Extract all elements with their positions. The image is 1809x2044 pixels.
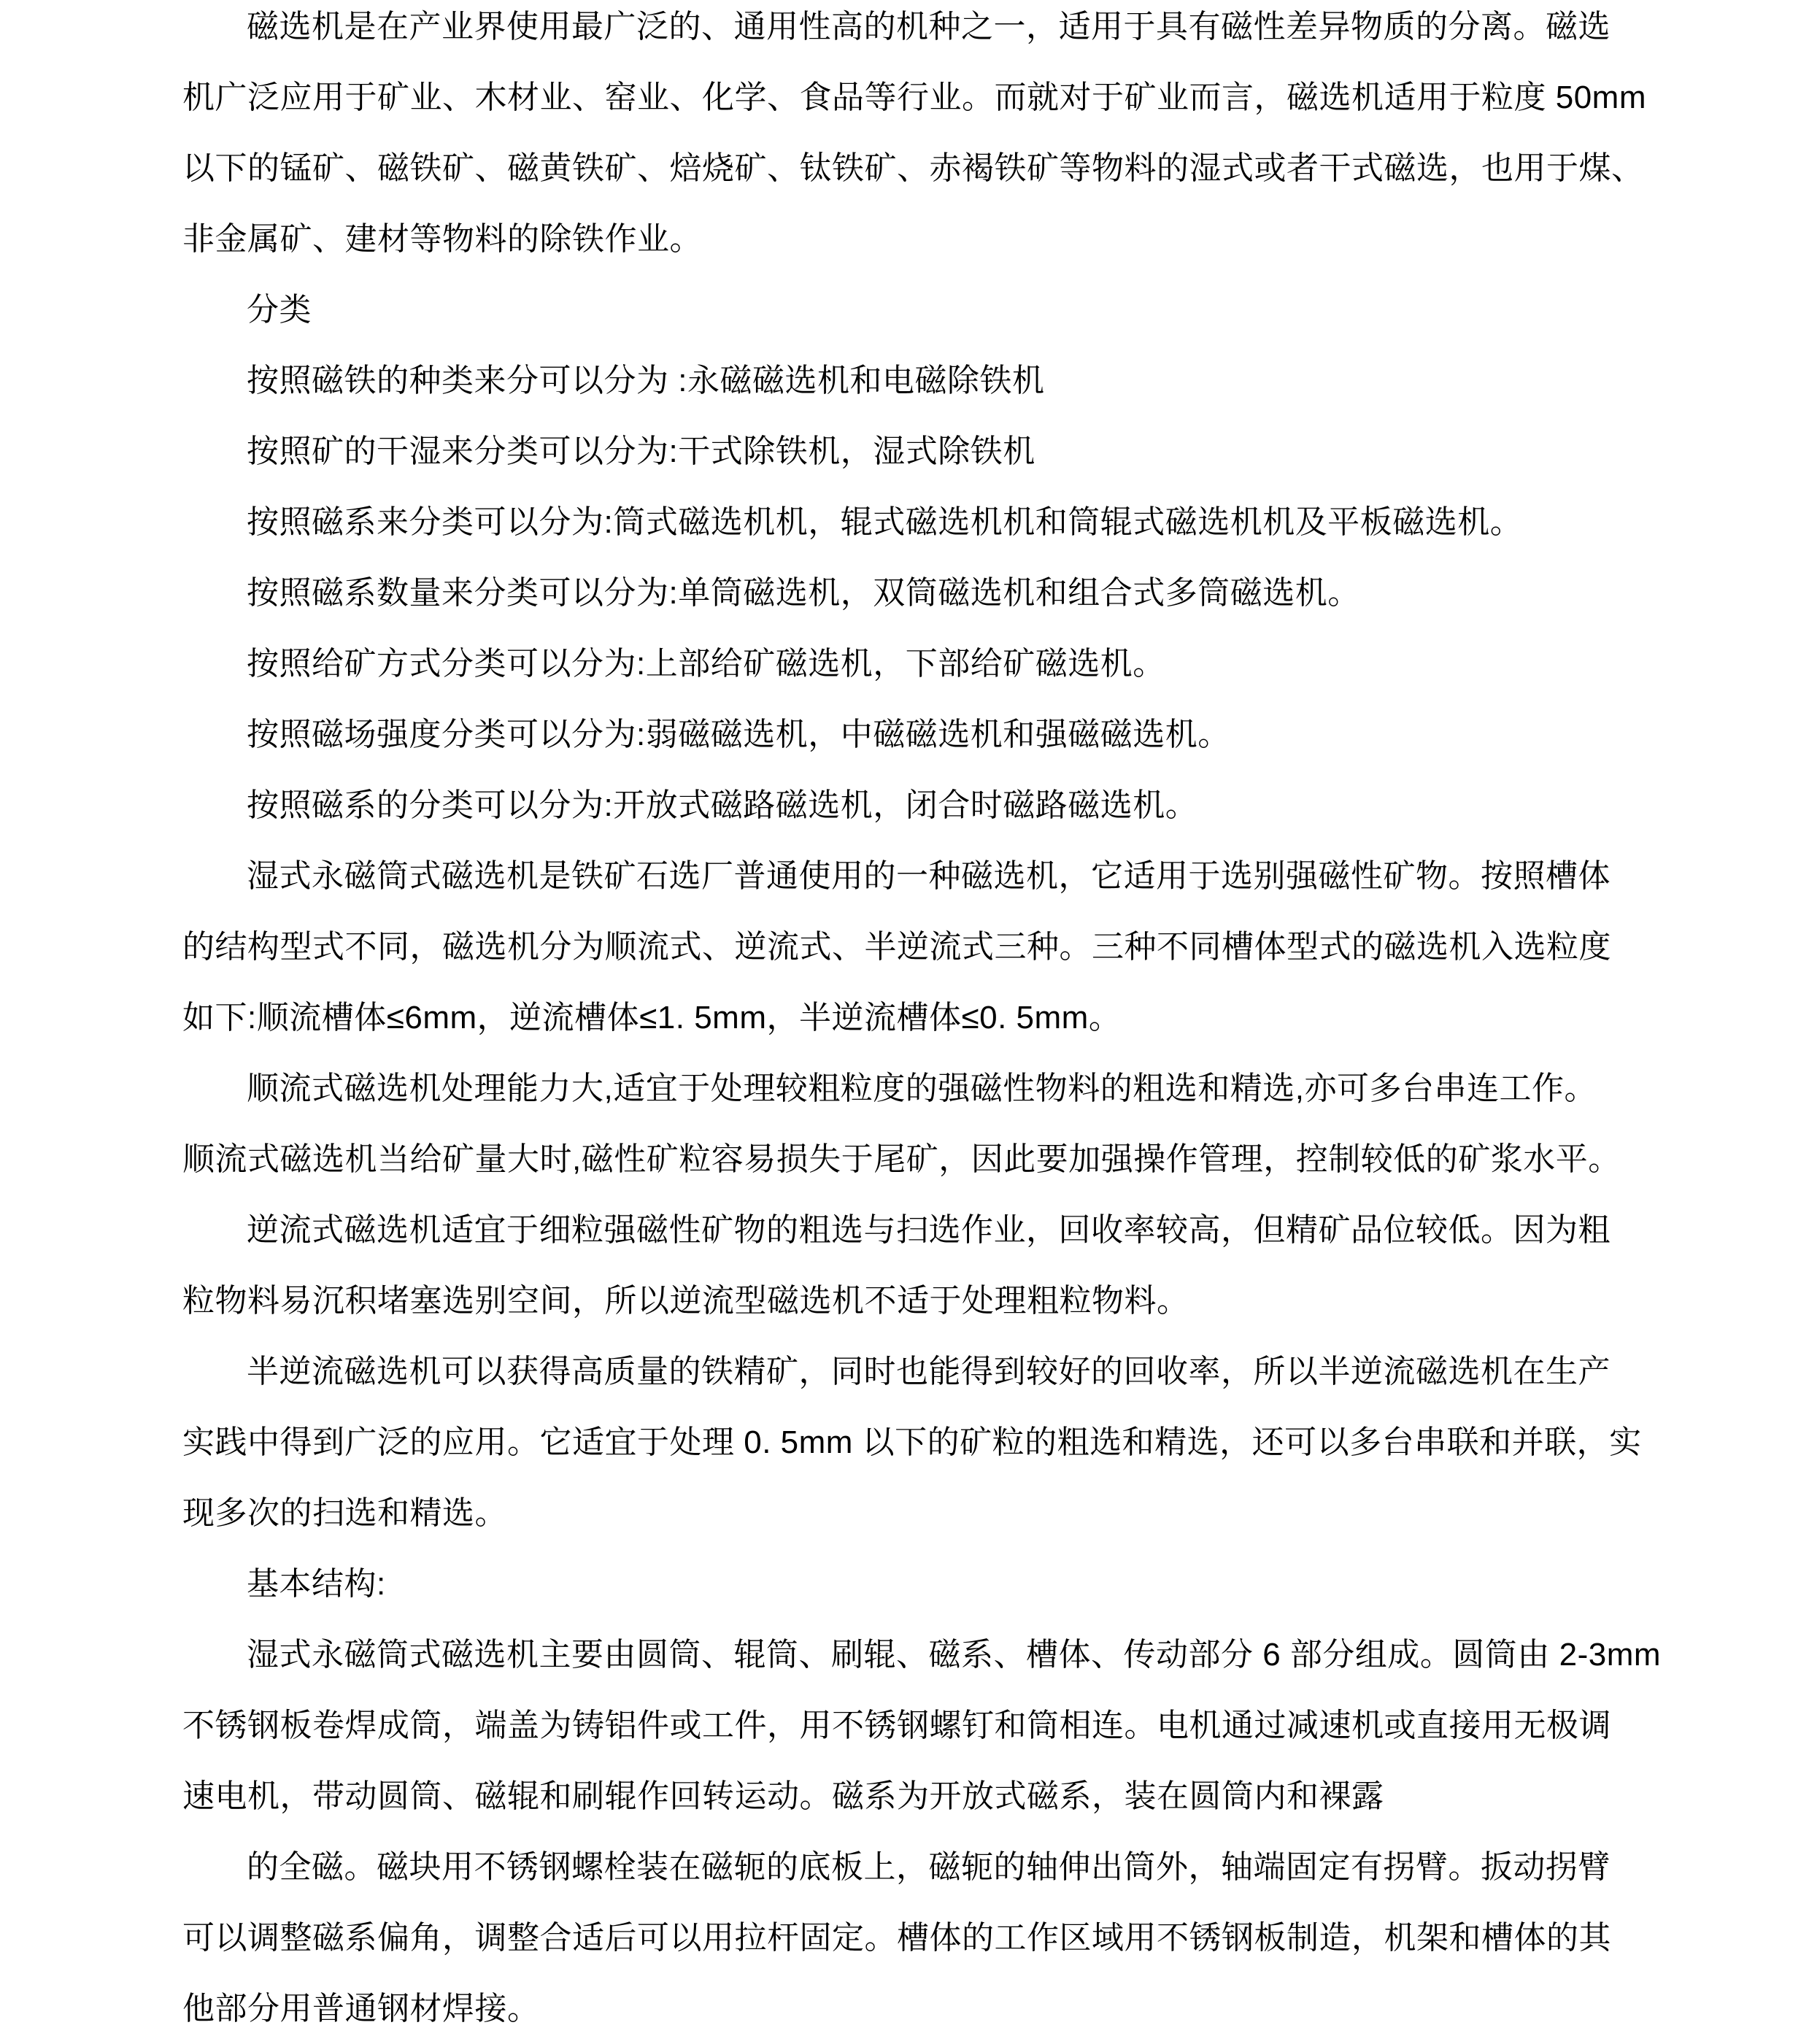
text-line: 实践中得到广泛的应用。它适宜于处理 0. 5mm 以下的矿粒的粗选和精选，还可以多台串联和并联，实: [182, 1424, 1642, 1460]
text-line: 按照磁铁的种类来分可以分为 :永磁磁选机和电磁除铁机: [247, 363, 1045, 398]
text-line: 的结构型式不同，磁选机分为顺流式、逆流式、半逆流式三种。三种不同槽体型式的磁选机入选粒度: [182, 929, 1611, 965]
text-line: 他部分用普通钢材焊接。: [182, 1991, 540, 2026]
text-line: 可以调整磁系偏角，调整合适后可以用拉杆固定。槽体的工作区域用不锈钢板制造，机架和槽体的其: [182, 1920, 1611, 1956]
text-line: 机广泛应用于矿业、木材业、窑业、化学、食品等行业。而就对于矿业而言，磁选机适用于粒度 50mm: [182, 80, 1646, 115]
text-line: 顺流式磁选机当给矿量大时,磁性矿粒容易损失于尾矿，因此要加强操作管理，控制较低的矿浆水平。: [182, 1141, 1621, 1177]
text-line: 按照磁系来分类可以分为:筒式磁选机机，辊式磁选机机和筒辊式磁选机机及平板磁选机。: [247, 504, 1523, 540]
text-line: 按照磁场强度分类可以分为:弱磁磁选机，中磁磁选机和强磁磁选机。: [247, 717, 1230, 752]
text-line: 基本结构:: [247, 1566, 386, 1602]
text-line: 如下:顺流槽体≤6mm，逆流槽体≤1. 5mm，半逆流槽体≤0. 5mm。: [182, 1000, 1122, 1036]
text-line: 分类: [247, 292, 312, 328]
text-line: 的全磁。磁块用不锈钢螺栓装在磁轭的底板上，磁轭的轴伸出筒外，轴端固定有拐臂。扳动拐臂: [247, 1849, 1611, 1885]
text-line: 非金属矿、建材等物料的除铁作业。: [182, 221, 702, 257]
text-line: 速电机，带动圆筒、磁辊和刷辊作回转运动。磁系为开放式磁系，装在圆筒内和裸露: [182, 1778, 1384, 1814]
document-page: [182, 0, 1715, 2044]
text-line: 按照磁系数量来分类可以分为:单筒磁选机，双筒磁选机和组合式多筒磁选机。: [247, 575, 1360, 611]
text-line: 半逆流磁选机可以获得高质量的铁精矿，同时也能得到较好的回收率，所以半逆流磁选机在生产: [247, 1354, 1611, 1389]
text-line: 粒物料易沉积堵塞选别空间，所以逆流型磁选机不适于处理粗粒物料。: [182, 1283, 1189, 1319]
text-line: 湿式永磁筒式磁选机是铁矿石选厂普通使用的一种磁选机，它适用于选别强磁性矿物。按照槽体: [247, 858, 1611, 894]
text-line: 逆流式磁选机适宜于细粒强磁性矿物的粗选与扫选作业，回收率较高，但精矿品位较低。因为粗: [247, 1212, 1611, 1248]
text-line: 按照磁系的分类可以分为:开放式磁路磁选机，闭合时磁路磁选机。: [247, 787, 1198, 823]
text-line: 顺流式磁选机处理能力大,适宜于处理较粗粒度的强磁性物料的粗选和精选,亦可多台串连工作。: [247, 1071, 1597, 1106]
text-line: 按照矿的干湿来分类可以分为:干式除铁机，湿式除铁机: [247, 433, 1035, 469]
text-line: 按照给矿方式分类可以分为:上部给矿磁选机，下部给矿磁选机。: [247, 646, 1165, 682]
text-line: 不锈钢板卷焊成筒，端盖为铸铝件或工件，用不锈钢螺钉和筒相连。电机通过减速机或直接用无极调: [182, 1708, 1611, 1743]
text-line: 湿式永磁筒式磁选机主要由圆筒、辊筒、刷辊、磁系、槽体、传动部分 6 部分组成。圆筒由 2-3mm: [247, 1637, 1662, 1673]
text-line: 现多次的扫选和精选。: [182, 1495, 507, 1531]
text-line: 以下的锰矿、磁铁矿、磁黄铁矿、焙烧矿、钛铁矿、赤褐铁矿等物料的湿式或者干式磁选，也用于煤、: [182, 150, 1644, 186]
text-line: 磁选机是在产业界使用最广泛的、通用性高的机种之一，适用于具有磁性差异物质的分离。磁选: [247, 9, 1611, 45]
